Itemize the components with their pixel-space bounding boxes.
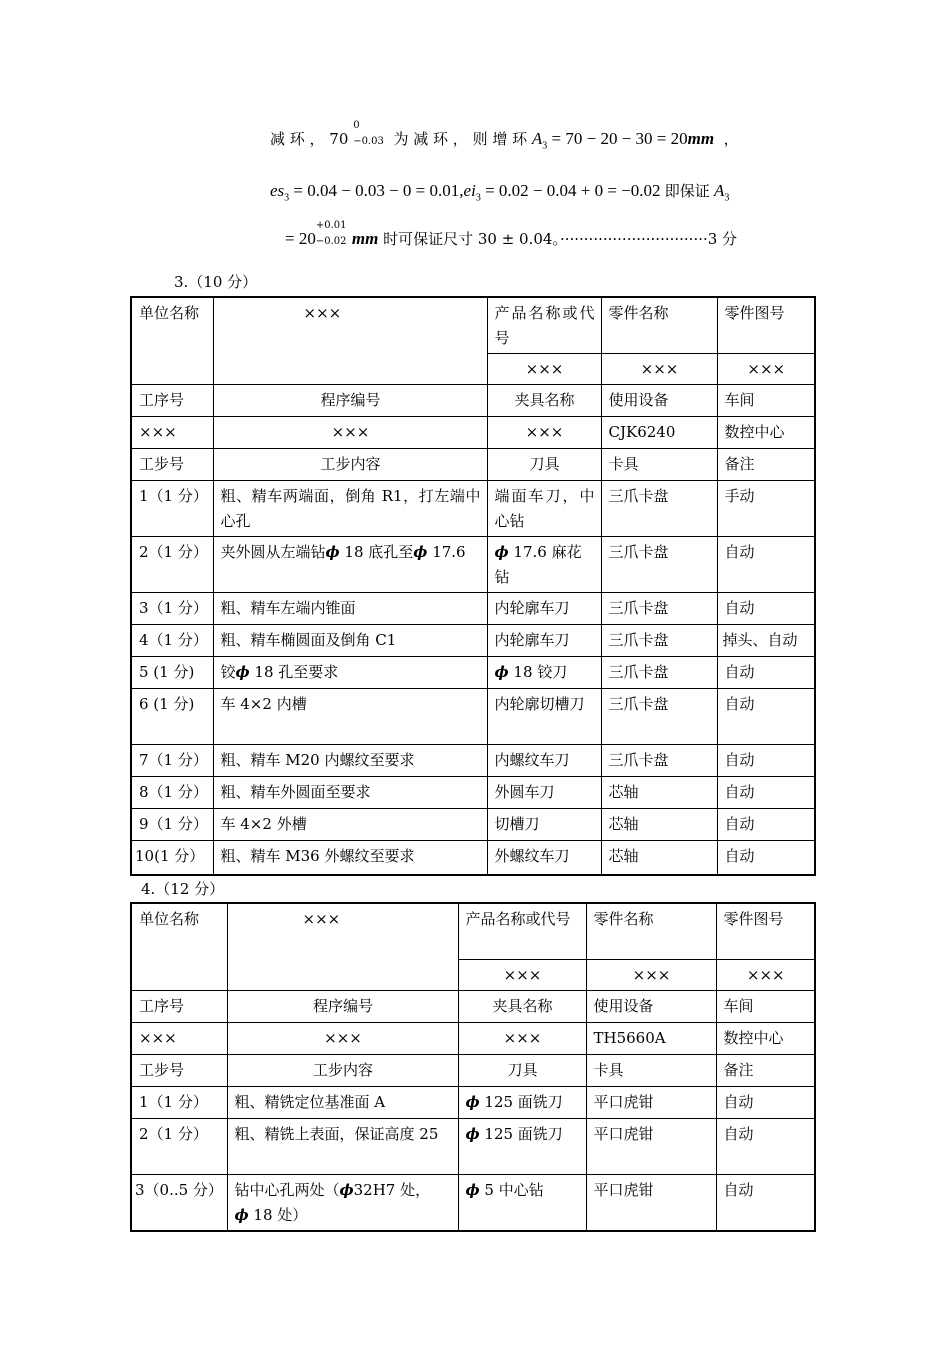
program-label: 程序编号 [213, 385, 487, 417]
step-no: 1（1 分） [131, 1086, 227, 1118]
phi-symbol: ϕ [465, 1092, 480, 1111]
step-no: 10(1 分） [131, 841, 213, 875]
phi-symbol: ϕ [235, 663, 250, 681]
step-content: 车 4×2 外槽 [213, 809, 487, 841]
step-content: 粗、精车两端面，倒角 R1，打左端中心孔 [213, 481, 487, 537]
unit-value: ××× [213, 297, 487, 385]
phi-symbol: ϕ [339, 1180, 354, 1199]
table-row [131, 841, 815, 875]
step-chuck: 三爪卡盘 [601, 593, 717, 625]
step-tool: 外螺纹车刀 [487, 841, 601, 875]
header-row [131, 903, 815, 959]
fixture-label: 夹具名称 [458, 990, 586, 1022]
step-note: 自动 [716, 1174, 815, 1231]
note-label: 备注 [716, 1054, 815, 1086]
step-chuck: 三爪卡盘 [601, 745, 717, 777]
step-tool: 切槽刀 [487, 809, 601, 841]
step-chuck: 芯轴 [601, 809, 717, 841]
intro-line-1: 减 环 ， 70 0 −0.03 为 减 环 ， 则 增 环 $A_3 = 70 - 20 - 30 = 20mm$ ， [270, 120, 739, 152]
phi-symbol: ϕ [234, 1205, 249, 1224]
process-card-4 [130, 902, 816, 1232]
section-3-heading: 3.（10 分） [174, 273, 258, 291]
phi-symbol: ϕ [494, 543, 509, 561]
phi-symbol: ϕ [494, 663, 509, 681]
step-tool: 内轮廓切槽刀 [487, 689, 601, 745]
step-note: 自动 [716, 1118, 815, 1174]
table-row [131, 657, 815, 689]
step-no: 4（1 分） [131, 625, 213, 657]
part-name-value: ××× [601, 354, 717, 385]
step-header-row [131, 449, 815, 481]
step-note: 自动 [717, 745, 815, 777]
step-chuck: 芯轴 [601, 841, 717, 875]
step-content: 粗、精车 M20 内螺纹至要求 [213, 745, 487, 777]
step-chuck: 三爪卡盘 [601, 657, 717, 689]
step-note: 掉头、自动 [717, 625, 815, 657]
note-label: 备注 [717, 449, 815, 481]
step-label: 工步号 [131, 1054, 227, 1086]
unit-value: ××× [227, 903, 458, 990]
step-note: 自动 [717, 841, 815, 875]
step-header-row [131, 1054, 815, 1086]
step-note: 自动 [717, 593, 815, 625]
intro-text: 时可保证尺寸 30 ± 0.04。 [383, 230, 560, 248]
part-no-label: 零件图号 [716, 903, 815, 959]
product-label: 产品名称或代号 [458, 903, 586, 959]
step-content: 粗、精铣上表面，保证高度 25 [227, 1118, 458, 1174]
workshop-label: 车间 [716, 990, 815, 1022]
op-no-value: ××× [131, 1022, 227, 1054]
equipment-value: TH5660A [586, 1022, 716, 1054]
fixture-value: ××× [458, 1022, 586, 1054]
process-card-3 [130, 296, 816, 876]
op-no-label: 工序号 [131, 990, 227, 1022]
step-tool: ϕ 18 铰刀 [487, 657, 601, 689]
step-content: 车 4×2 内槽 [213, 689, 487, 745]
step-no: 9（1 分） [131, 809, 213, 841]
phi-symbol: ϕ [465, 1180, 480, 1199]
equipment-label: 使用设备 [601, 385, 717, 417]
step-note: 自动 [716, 1086, 815, 1118]
tool-label: 刀具 [487, 449, 601, 481]
step-chuck: 平口虎钳 [586, 1174, 716, 1231]
step-tool: ϕ 17.6 麻花钻 [487, 537, 601, 593]
table-row [131, 745, 815, 777]
table-row [131, 809, 815, 841]
step-content: 夹外圆从左端钻ϕ 18 底孔至ϕ 17.6 [213, 537, 487, 593]
part-name-label: 零件名称 [601, 297, 717, 354]
step-chuck: 芯轴 [601, 777, 717, 809]
step-no: 3（0..5 分） [131, 1174, 227, 1231]
program-value: ××× [213, 417, 487, 449]
step-note: 自动 [717, 777, 815, 809]
op-header-row [131, 385, 815, 417]
table-row [131, 689, 815, 745]
step-no: 2（1 分） [131, 537, 213, 593]
step-no: 2（1 分） [131, 1118, 227, 1174]
step-chuck: 三爪卡盘 [601, 537, 717, 593]
table-row [131, 593, 815, 625]
program-label: 程序编号 [227, 990, 458, 1022]
chuck-label: 卡具 [601, 449, 717, 481]
part-name-label: 零件名称 [586, 903, 716, 959]
step-chuck: 三爪卡盘 [601, 481, 717, 537]
content-label: 工步内容 [227, 1054, 458, 1086]
step-no: 7（1 分） [131, 745, 213, 777]
equipment-value: CJK6240 [601, 417, 717, 449]
step-note: 自动 [717, 537, 815, 593]
step-content: 粗、精车椭圆面及倒角 C1 [213, 625, 487, 657]
product-label: 产品名称或代号 [487, 297, 601, 354]
phi-symbol: ϕ [325, 543, 340, 561]
product-value: ××× [458, 959, 586, 990]
step-no: 6 (1 分) [131, 689, 213, 745]
step-tool: ϕ 125 面铣刀 [458, 1118, 586, 1174]
unit-label: 单位名称 [131, 297, 213, 385]
phi-symbol: ϕ [413, 543, 428, 561]
step-content: 粗、精铣定位基准面 A [227, 1086, 458, 1118]
step-content: 铰ϕ 18 孔至要求 [213, 657, 487, 689]
section-4-heading: 4.（12 分） [141, 880, 225, 898]
intro-line-2: $es_3 = 0.04 - 0.03 - 0 = 0.01,ei_3 = 0.02 - 0.04 + 0 = -0.02$ 即保证 $A_3$ [270, 181, 730, 204]
step-note: 手动 [717, 481, 815, 537]
part-no-label: 零件图号 [717, 297, 815, 354]
table-row [131, 1118, 815, 1174]
step-tool: ϕ 5 中心钻 [458, 1174, 586, 1231]
header-row [131, 297, 815, 354]
step-note: 自动 [717, 689, 815, 745]
op-values-row [131, 417, 815, 449]
step-no: 3（1 分） [131, 593, 213, 625]
step-no: 8（1 分） [131, 777, 213, 809]
intro-text: 减 环 ， 70 [270, 130, 349, 148]
step-content: 钻中心孔两处（ϕ32H7 处， ϕ 18 处） [227, 1174, 458, 1231]
step-chuck: 平口虎钳 [586, 1086, 716, 1118]
step-chuck: 三爪卡盘 [601, 625, 717, 657]
step-tool: 外圆车刀 [487, 777, 601, 809]
table-row [131, 777, 815, 809]
workshop-label: 车间 [717, 385, 815, 417]
table-row [131, 481, 815, 537]
table-row [131, 537, 815, 593]
step-content: 粗、精车 M36 外螺纹至要求 [213, 841, 487, 875]
step-no: 5 (1 分) [131, 657, 213, 689]
step-tool: 内轮廓车刀 [487, 593, 601, 625]
step-no: 1（1 分） [131, 481, 213, 537]
step-tool: 内螺纹车刀 [487, 745, 601, 777]
table-row [131, 1086, 815, 1118]
op-values-row [131, 1022, 815, 1054]
table-row [131, 1174, 815, 1231]
step-chuck: 平口虎钳 [586, 1118, 716, 1174]
phi-symbol: ϕ [465, 1124, 480, 1143]
workshop-value: 数控中心 [716, 1022, 815, 1054]
step-tool: ϕ 125 面铣刀 [458, 1086, 586, 1118]
op-no-value: ××× [131, 417, 213, 449]
op-no-label: 工序号 [131, 385, 213, 417]
equipment-label: 使用设备 [586, 990, 716, 1022]
fixture-label: 夹具名称 [487, 385, 601, 417]
step-tool: 端面车刀，中心钻 [487, 481, 601, 537]
tool-label: 刀具 [458, 1054, 586, 1086]
intro-text: 为 减 环 ， 则 增 环 [393, 130, 528, 148]
part-no-value: ××× [716, 959, 815, 990]
part-name-value: ××× [586, 959, 716, 990]
product-value: ××× [487, 354, 601, 385]
part-no-value: ××× [717, 354, 815, 385]
step-note: 自动 [717, 809, 815, 841]
step-tool: 内轮廓车刀 [487, 625, 601, 657]
step-note: 自动 [717, 657, 815, 689]
step-chuck: 三爪卡盘 [601, 689, 717, 745]
intro-line-3: = 20 +0.01 −0.02 mm 时可保证尺寸 30 ± 0.04。·······························3 分 [285, 220, 738, 248]
op-header-row [131, 990, 815, 1022]
content-label: 工步内容 [213, 449, 487, 481]
formula: $A_3 = 70 - 20 - 30 = 20mm$ [531, 129, 715, 152]
step-label: 工步号 [131, 449, 213, 481]
chuck-label: 卡具 [586, 1054, 716, 1086]
unit-label: 单位名称 [131, 903, 227, 990]
workshop-value: 数控中心 [717, 417, 815, 449]
program-value: ××× [227, 1022, 458, 1054]
step-content: 粗、精车左端内锥面 [213, 593, 487, 625]
table-row [131, 625, 815, 657]
fixture-value: ××× [487, 417, 601, 449]
score-dots: ·······························3 分 [559, 230, 738, 248]
tolerance: 0 −0.03 [353, 120, 384, 147]
step-content: 粗、精车外圆面至要求 [213, 777, 487, 809]
